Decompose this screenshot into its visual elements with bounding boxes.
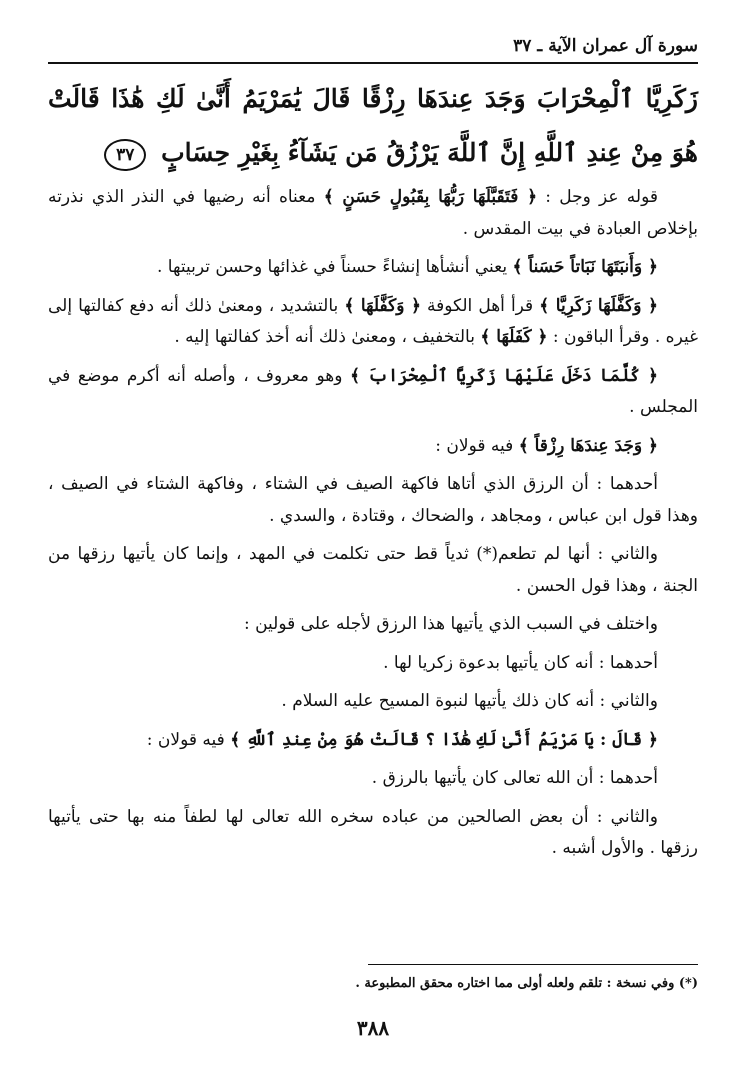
quran-quote: ﴿ وَكَفَّلَهَا ﴾ — [344, 295, 421, 316]
quran-verse — [48, 72, 698, 180]
paragraph-text: والثاني : أنها لم تطعم(*) ثدياً قط حتى تكلمت في المهد ، وإنما كان يأتيها رزقها من الجنة ، وهذا قول الحسن . — [48, 544, 698, 596]
verse-number-marker: ٣٧ — [104, 139, 146, 171]
paragraph-p3 — [48, 291, 698, 354]
paragraph-text: بالتشديد ، ومعنىٰ ذلك أنه دفع كفالتها إلى غيره . وقرأ الباقون : — [48, 295, 698, 347]
paragraph-p6 — [48, 469, 698, 532]
paragraph-p1 — [48, 182, 698, 245]
paragraph-p10 — [48, 686, 698, 718]
quran-quote: ﴿ وَكَفَّلَهَا زَكَرِيَّا ﴾ — [539, 295, 658, 316]
paragraph-p7 — [48, 539, 698, 602]
paragraph-p13 — [48, 802, 698, 865]
quran-quote: ﴿ وَجَدَ عِندَهَا رِزْقاً ﴾ — [518, 435, 658, 456]
paragraph-text: فيه قولان : — [435, 435, 519, 456]
paragraph-text: معناه أنه رضيها في النذر الذي نذرته بإخلاص العبادة في بيت المقدس . — [48, 187, 698, 239]
quran-quote: ﴿ كُلَّمَا دَخَلَ عَلَيْهَا زَكَرِيَّا ٱلْمِحْرَابَ ﴾ — [350, 365, 658, 386]
paragraph-text: والثاني : أنه كان ذلك يأتيها لنبوة المسيح عليه السلام . — [281, 691, 658, 711]
quran-quote: ﴿ كَفَلَهَا ﴾ — [480, 327, 548, 347]
paragraph-text: وهو معروف ، وأصله أنه أكرم موضع في المجلس . — [48, 365, 698, 417]
verse-text: زَكَرِيَّا ٱلْمِحْرَابَ وَجَدَ عِندَهَا رِزْقًا قَالَ يَٰمَرْيَمُ أَنَّىٰ لَكِ هَٰذَا قَالَتْ هُوَ مِنْ عِندِ ٱللَّهِ إِنَّ ٱللَّهَ يَرْزُقُ مَن يَشَآءُ بِغَيْرِ حِسَابٍ — [48, 84, 698, 167]
paragraph-p11 — [48, 725, 698, 757]
page-number: ٣٨٨ — [356, 1016, 390, 1040]
quran-quote: ﴿ وَأَنبَتَهَا نَبَاتاً حَسَناً ﴾ — [512, 257, 658, 277]
paragraph-p12 — [48, 763, 698, 795]
paragraph-text: قرأ أهل الكوفة — [420, 295, 540, 316]
paragraph-text: والثاني : أن بعض الصالحين من عباده سخره الله تعالى لها لطفاً منه بها حتى يأتيها رزقها . والأول أشبه . — [48, 806, 698, 858]
paragraph-p5 — [48, 431, 698, 463]
quran-quote: ﴿ قَالَ : يَا مَرْيَمُ أَنَّىٰ لَكِ هَٰذَا ؟ قَالَتْ هُوَ مِنْ عِندِ ٱللَّهِ ﴾ — [230, 729, 658, 750]
header-rule — [48, 62, 698, 64]
paragraph-text: أحدهما : أن الله تعالى كان يأتيها بالرزق . — [371, 768, 658, 788]
paragraph-text: يعني أنشأها إنشاءً حسناً في غذائها وحسن تربيتها . — [157, 257, 513, 277]
page-header: سورة آل عمران الآية ـ ٣٧ — [513, 36, 698, 56]
paragraph-text: بالتخفيف ، ومعنىٰ ذلك أنه أخذ كفالتها إليه . — [174, 327, 481, 347]
paragraph-p9 — [48, 648, 698, 680]
paragraph-p8 — [48, 609, 698, 641]
quran-quote: ﴿ فَتَقَبَّلَهَا رَبُّهَا بِقَبُولٍ حَسَنٍ ﴾ — [323, 187, 538, 207]
paragraph-text: قوله عز وجل : — [537, 187, 658, 207]
paragraph-text: أحدهما : أن الرزق الذي أتاها فاكهة الصيف في الشتاء ، وفاكهة الشتاء في الصيف ، وهذا قول ابن عباس ، ومجاهد ، والضحاك ، وقتادة ، والسدي . — [48, 474, 698, 526]
paragraph-text: واختلف في السبب الذي يأتيها هذا الرزق لأجله على قولين : — [243, 614, 658, 634]
paragraph-p4 — [48, 361, 698, 424]
commentary-body — [48, 182, 698, 872]
footnote-rule — [368, 964, 698, 965]
paragraph-text: فيه قولان : — [146, 729, 231, 750]
paragraph-p2 — [48, 252, 698, 284]
footnote: (*) وفي نسخة : تلقم ولعله أولى مما اختاره محقق المطبوعة . — [355, 976, 698, 991]
paragraph-text: أحدهما : أنه كان يأتيها بدعوة زكريا لها . — [383, 652, 658, 673]
